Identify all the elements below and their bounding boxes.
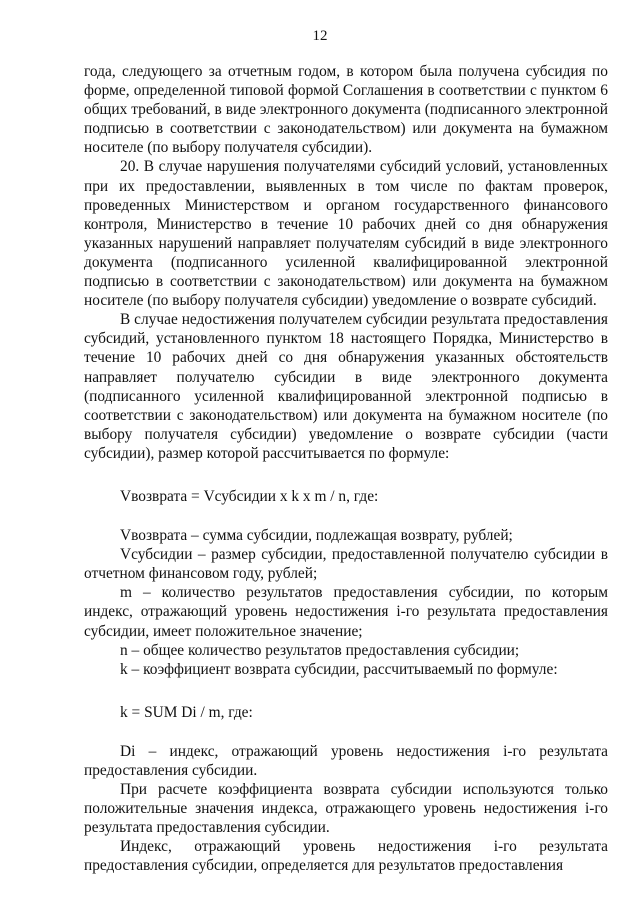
paragraph-non-achievement: В случае недостижения получателем субсидии результата предоставления субсидий, установленного пунктом 18 настоящего Порядка, Министерство в течение 10 рабочих дней со дня обнаружения указанных обстоятельств направляет получателю субсидии в виде электронного документа (подписанного усиленной квалифицированной электронной подписью в соответствии с законодательством) или документа на бумажном носителе (по выбору получателя субсидии) уведомление о возврате субсидии (части субсидии), размер которой рассчитывается по формуле: [84,311,608,462]
definition-di: Di – индекс, отражающий уровень недостижения i-го результата предоставления субсидии. [84,742,608,779]
paragraph-item-20: 20. В случае нарушения получателями субсидий условий, установленных при их предоставлении, выявленных в том числе по фактам проверок, проведенных Министерством и органом государственного финансового контроля, Министерство в течение 10 рабочих дней со дня обнаружения указанных нарушений направляет получателям субсидий в виде электронного документа (подписанного усиленной квалифицированной электронной подписью в соответствии с законодательством) или документа на бумажном носителе (по выбору получателя субсидии) уведомление о возврате субсидий. [84,158,608,310]
formula-coefficient: k = SUM Di / m, где: [120,703,253,721]
definition-v-return: Vвозврата – сумма субсидии, подлежащая возврату, рублей; [120,527,513,545]
paragraph-continuation: года, следующего за отчетным годом, в котором была получена субсидия по форме, определенной типовой формой Соглашения в соответствии с пунктом 6 общих требований, в виде электронного документа (подписанного электронной подписью в соответствии с законодательством) или документа на бумажном носителе (по выбору получателя субсидии). [84,63,608,157]
paragraph-index-definition: Индекс, отражающий уровень недостижения i-го результата предоставления субсидии, определяется для результатов предоставления [84,838,608,875]
definition-n: n – общее количество результатов предоставления субсидии; [120,641,520,659]
document-body [84,62,608,876]
definition-v-subsidy: Vсубсидии – размер субсидии, предоставленной получателю субсидии в отчетном финансовом году, рублей; [84,546,608,583]
definition-k: k – коэффициент возврата субсидии, рассчитываемый по формуле: [120,660,558,678]
definition-m: m – количество результатов предоставления субсидии, по которым индекс, отражающий уровень недостижения i-го результата предоставления субсидии, имеет положительное значение; [84,584,608,640]
paragraph-positive-values: При расчете коэффициента возврата субсидии используются только положительные значения индекса, отражающего уровень недостижения i-го результата предоставления субсидии. [84,781,608,837]
formula-return-amount: Vвозврата = Vсубсидии x k x m / n, где: [120,487,379,505]
page-number: 12 [312,28,328,44]
